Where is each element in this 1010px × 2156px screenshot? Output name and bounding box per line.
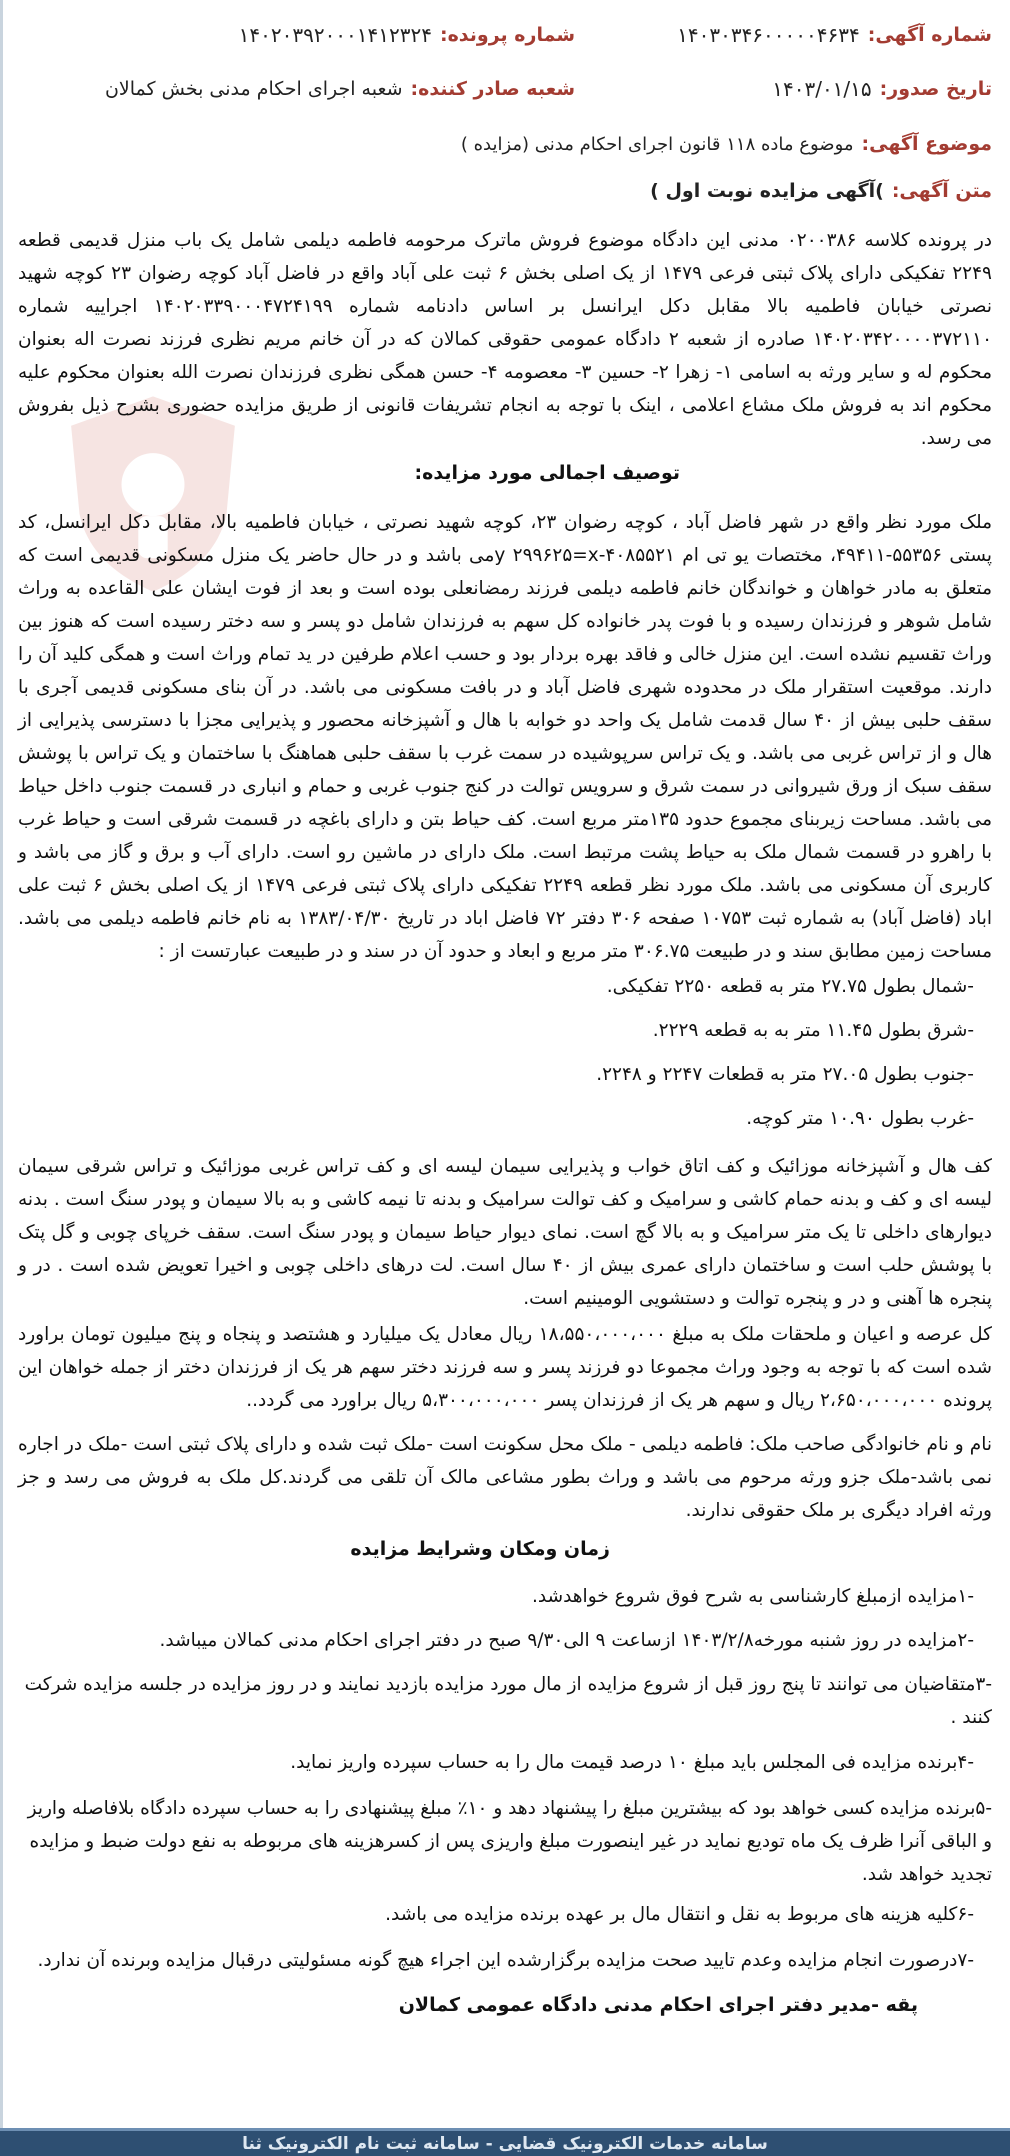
condition-item-7: -۷درصورت انجام مزایده وعدم تایید صحت مزایده برگزارشده این اجراء هیچ گونه مسئولیتی درقبال مزایده وبرنده آن ندارد. [37, 1950, 974, 1971]
notice-text-title: )آگهی مزایده نوبت اول ) [650, 180, 884, 202]
conditions-title: زمان ومکان وشرایط مزایده [350, 1538, 610, 1560]
owner-paragraph: نام و نام خانوادگی صاحب ملک: فاطمه دیلمی - ملک محل سکونت است -ملک ثبت شده و دارای پلاک ثبتی است -ملک در اجاره نمی باشد-ملک جزو ورثه مرحوم می باشد و وراث بطور مشاعی مالک آن تلقی می گردند.کل ملک به فروش می رسد و جز ورثه افراد دیگری بر ملک حقوقی ندارند. [18, 1434, 992, 1521]
case-number-field [239, 18, 575, 52]
issuer-value: شعبه اجرای احکام مدنی بخش کمالان [104, 78, 403, 100]
notice-number-label: شماره آگهی: [867, 24, 992, 46]
description-paragraph: ملک مورد نظر واقع در شهر فاضل آباد ، کوچه رضوان ۲۳، کوچه شهید نصرتی ، خیابان فاطمیه بالا، مقابل دکل ایرانسل، کد پستی ۵۵۳۵۶-۴۹۴۱۱، مختصات یو تی ام ۴۰۸۵۵۲۱-y ۲۹۹۶۲۵=xمی باشد و در حال حاضر یک منزل مسکونی قدیمی است که متعلق به مادر خواهان و خواندگان خانم فاطمه دیلمی فرزند رمضانعلی بوده است و بعد از فوت ایشان علی القاعده به وراث شامل شوهر و فرزندان رسیده و با فوت پدر خانواده کل سهم به فرزندان شامل دو پسر و سه دختر رسیده است که هنوز بین وراث تقسیم نشده است. این منزل خالی و فاقد بهره بردار بود و حسب اعلام طرفین در ید تمام وراث است و همگی کلید آن را دارند. موقعیت استقرار ملک در محدوده شهری فاضل آباد و در بافت مسکونی می باشد. در آن بنای مسکونی قدیمی آجری با سقف حلبی بیش از ۴۰ سال قدمت شامل یک واحد دو خوابه با هال و آشپزخانه محصور و پذیرایی مجزا با دسترسی پذیرایی از هال و از تراس غربی می باشد. و یک تراس سرپوشیده در سمت غرب با سقف حلبی هماهنگ با ساختمان و یک تراس با پوشش سقف سبک از ورق شیروانی در سمت شرق و سرویس توالت در کنج جنوب غربی و حمام و انباری در قسمت جنوب داخل حیاط می باشد. مساحت زیربنای مجموع حدود ۱۳۵متر مربع است. کف حیاط بتن و دارای باغچه در قسمت شرقی است و حیاط غرب با راهرو در قسمت شمال ملک به حیاط پشت مرتبط است. ملک دارای در ماشین رو است. دارای آب و برق و گاز می باشد و کاربری آن مسکونی می باشد. ملک مورد نظر قطعه ۲۲۴۹ تفکیکی دارای پلاک ثبتی فرعی ۱۴۷۹ از یک اصلی بخش ۶ ثبت علی اباد (فاضل آباد) به شماره ثبت ۱۰۷۵۳ صفحه ۳۰۶ دفتر ۷۲ فاضل اباد در تاریخ ۱۳۸۳/۰۴/۳۰ به نام خانم فاطمه دیلمی می باشد. مساحت زمین مطابق سند و در طبیعت ۳۰۶.۷۵ متر مربع و ابعاد و حدود آن در سند و در طبیعت عبارتست از : [18, 512, 992, 962]
subject-value: موضوع ماده ۱۱۸ قانون اجرای احکام مدنی (مزایده ) [460, 133, 854, 155]
notice-text-field [650, 180, 992, 202]
page-edge [0, 0, 3, 2128]
subject-label: موضوع آگهی: [861, 133, 992, 155]
bound-west: -غرب بطول ۱۰.۹۰ متر کوچه. [746, 1108, 974, 1129]
case-number-label: شماره پرونده: [439, 24, 575, 46]
signature-line: پقه -مدیر دفتر اجرای احکام مدنی دادگاه عمومی کمالان [398, 1994, 918, 2016]
condition-item-2: -۲مزایده در روز شنبه مورخه۱۴۰۳/۲/۸ ازساعت ۹ الی۹/۳۰ صبح در دفتر اجرای احکام مدنی کمالان میباشد. [159, 1630, 974, 1651]
notice-number-field [677, 18, 992, 52]
issuer-field [105, 72, 575, 106]
condition-item-5: -۵برنده مزایده کسی خواهد بود که بیشترین مبلغ را پیشنهاد دهد و ۱۰٪ مبلغ پیشنهادی را به حساب سپرده دادگاه بلافاصله واریز و الباقی آنرا ظرف یک ماه تودیع نماید در غیر اینصورت مبلغ واریزی پس از کسرهزینه های مربوطه به نفع دولت ضبط و مزایده تجدید خواهد شد. [27, 1798, 992, 1885]
bound-south: -جنوب بطول ۲۷.۰۵ متر به قطعات ۲۲۴۷ و ۲۲۴۸. [596, 1064, 974, 1085]
valuation-paragraph: کل عرصه و اعیان و ملحقات ملک به مبلغ ۱۸،۵۵۰،۰۰۰،۰۰۰ ریال معادل یک میلیارد و هشتصد و پنجاه و پنج میلیون تومان براورد شده است که با توجه به وجود وراث مجموعا دو فرزند پسر و سه فرزند دختر سهم هر یک از فرزندان دختر از جمله خواهان این پرونده ۲،۶۵۰،۰۰۰،۰۰۰ ریال و سهم هر یک از فرزندان پسر ۵،۳۰۰،۰۰۰،۰۰۰ ریال براورد می گردد.. [18, 1324, 992, 1411]
issue-date-label: تاریخ صدور: [879, 78, 992, 100]
footer-text[interactable]: سامانه خدمات الکترونیک قضایی - سامانه ثبت نام الکترونیک ثنا [242, 2133, 768, 2154]
footer-bar [0, 2128, 1010, 2156]
issue-date-value: ۱۴۰۳/۰۱/۱۵ [772, 77, 872, 101]
description-title: توصیف اجمالی مورد مزایده: [414, 462, 680, 484]
condition-item-4: -۴برنده مزایده فی المجلس باید مبلغ ۱۰ درصد قیمت مال را به حساب سپرده واریز نماید. [290, 1752, 974, 1773]
issue-date-field [772, 72, 992, 106]
condition-item-3: -۳متقاضیان می توانند تا پنج روز قبل از شروع مزایده از مال مورد مزایده بازدید نمایند و در روز مزایده در جلسه مزایده شرکت کنند . [24, 1674, 992, 1728]
finishes-paragraph: کف هال و آشپزخانه موزائیک و کف اتاق خواب و پذیرایی سیمان لیسه ای و کف تراس غربی موزائیک و تراس شرقی سیمان لیسه ای و کف و بدنه حمام کاشی و سرامیک و کف توالت سرامیک و بدنه تا نیمه کاشی و به بالا سیمان و پودر سنگ است . بدنه دیوارهای داخلی تا یک متر سرامیک و به بالا گچ است. نمای دیوار حیاط سیمان و پودر سنگ است. سقف خرپای چوبی و گل پتک با پوشش حلب است و ساختمان دارای عمری بیش از ۴۰ سال است. لت درهای داخلی چوبی و اخیرا تعویض شده است . در و پنجره ها آهنی و در و پنجره توالت و دستشویی الومینیم است. [18, 1156, 993, 1309]
condition-item-1: -۱مزایده ازمبلغ کارشناسی به شرح فوق شروع خواهدشد. [532, 1586, 974, 1607]
notice-number-value: ۱۴۰۳۰۳۴۶۰۰۰۰۰۴۶۳۴ [677, 23, 860, 47]
subject-field [461, 133, 992, 155]
condition-item-6: -۶کلیه هزینه های مربوط به نقل و انتقال مال بر عهده برنده مزایده می باشد. [385, 1904, 974, 1925]
case-number-value: ۱۴۰۲۰۳۹۲۰۰۰۱۴۱۲۳۲۴ [238, 23, 432, 47]
bound-north: -شمال بطول ۲۷.۷۵ متر به قطعه ۲۲۵۰ تفکیکی. [606, 976, 974, 997]
intro-paragraph: در پرونده کلاسه ۰۲۰۰۳۸۶ مدنی این دادگاه موضوع فروش ماترک مرحومه فاطمه دیلمی شامل یک باب منزل قدیمی قطعه ۲۲۴۹ تفکیکی دارای پلاک ثبتی فرعی ۱۴۷۹ از یک اصلی بخش ۶ ثبت علی آباد واقع در فاضل آباد کوچه رضوان ۲۳ کوچه شهید نصرتی خیابان فاطمیه بالا مقابل دکل ایرانسل بر اساس دادنامه شماره ۱۴۰۲۰۳۳۹۰۰۰۴۷۲۴۱۹۹ اجراییه شماره ۱۴۰۲۰۳۴۲۰۰۰۰۳۷۲۱۱۰ صادره از شعبه ۲ دادگاه عمومی حقوقی کمالان که در آن خانم مریم نظری فرزند نصرت اله بعنوان محکوم له و سایر ورثه به اسامی ۱- زهرا ۲- حسین ۳- معصومه ۴- حسن همگی نظری فرزندان نصرت الله بعنوان محکوم علیه محکوم اند به فروش ملک مشاع اعلامی ، اینک با توجه به انجام تشریفات قانونی از طریق مزایده حضوری بشرح ذیل بفروش می رسد. [18, 230, 993, 449]
notice-text-label: متن آگهی: [891, 180, 992, 202]
bound-east: -شرق بطول ۱۱.۴۵ متر به به قطعه ۲۲۲۹. [652, 1020, 974, 1041]
issuer-label: شعبه صادر کننده: [410, 78, 575, 100]
